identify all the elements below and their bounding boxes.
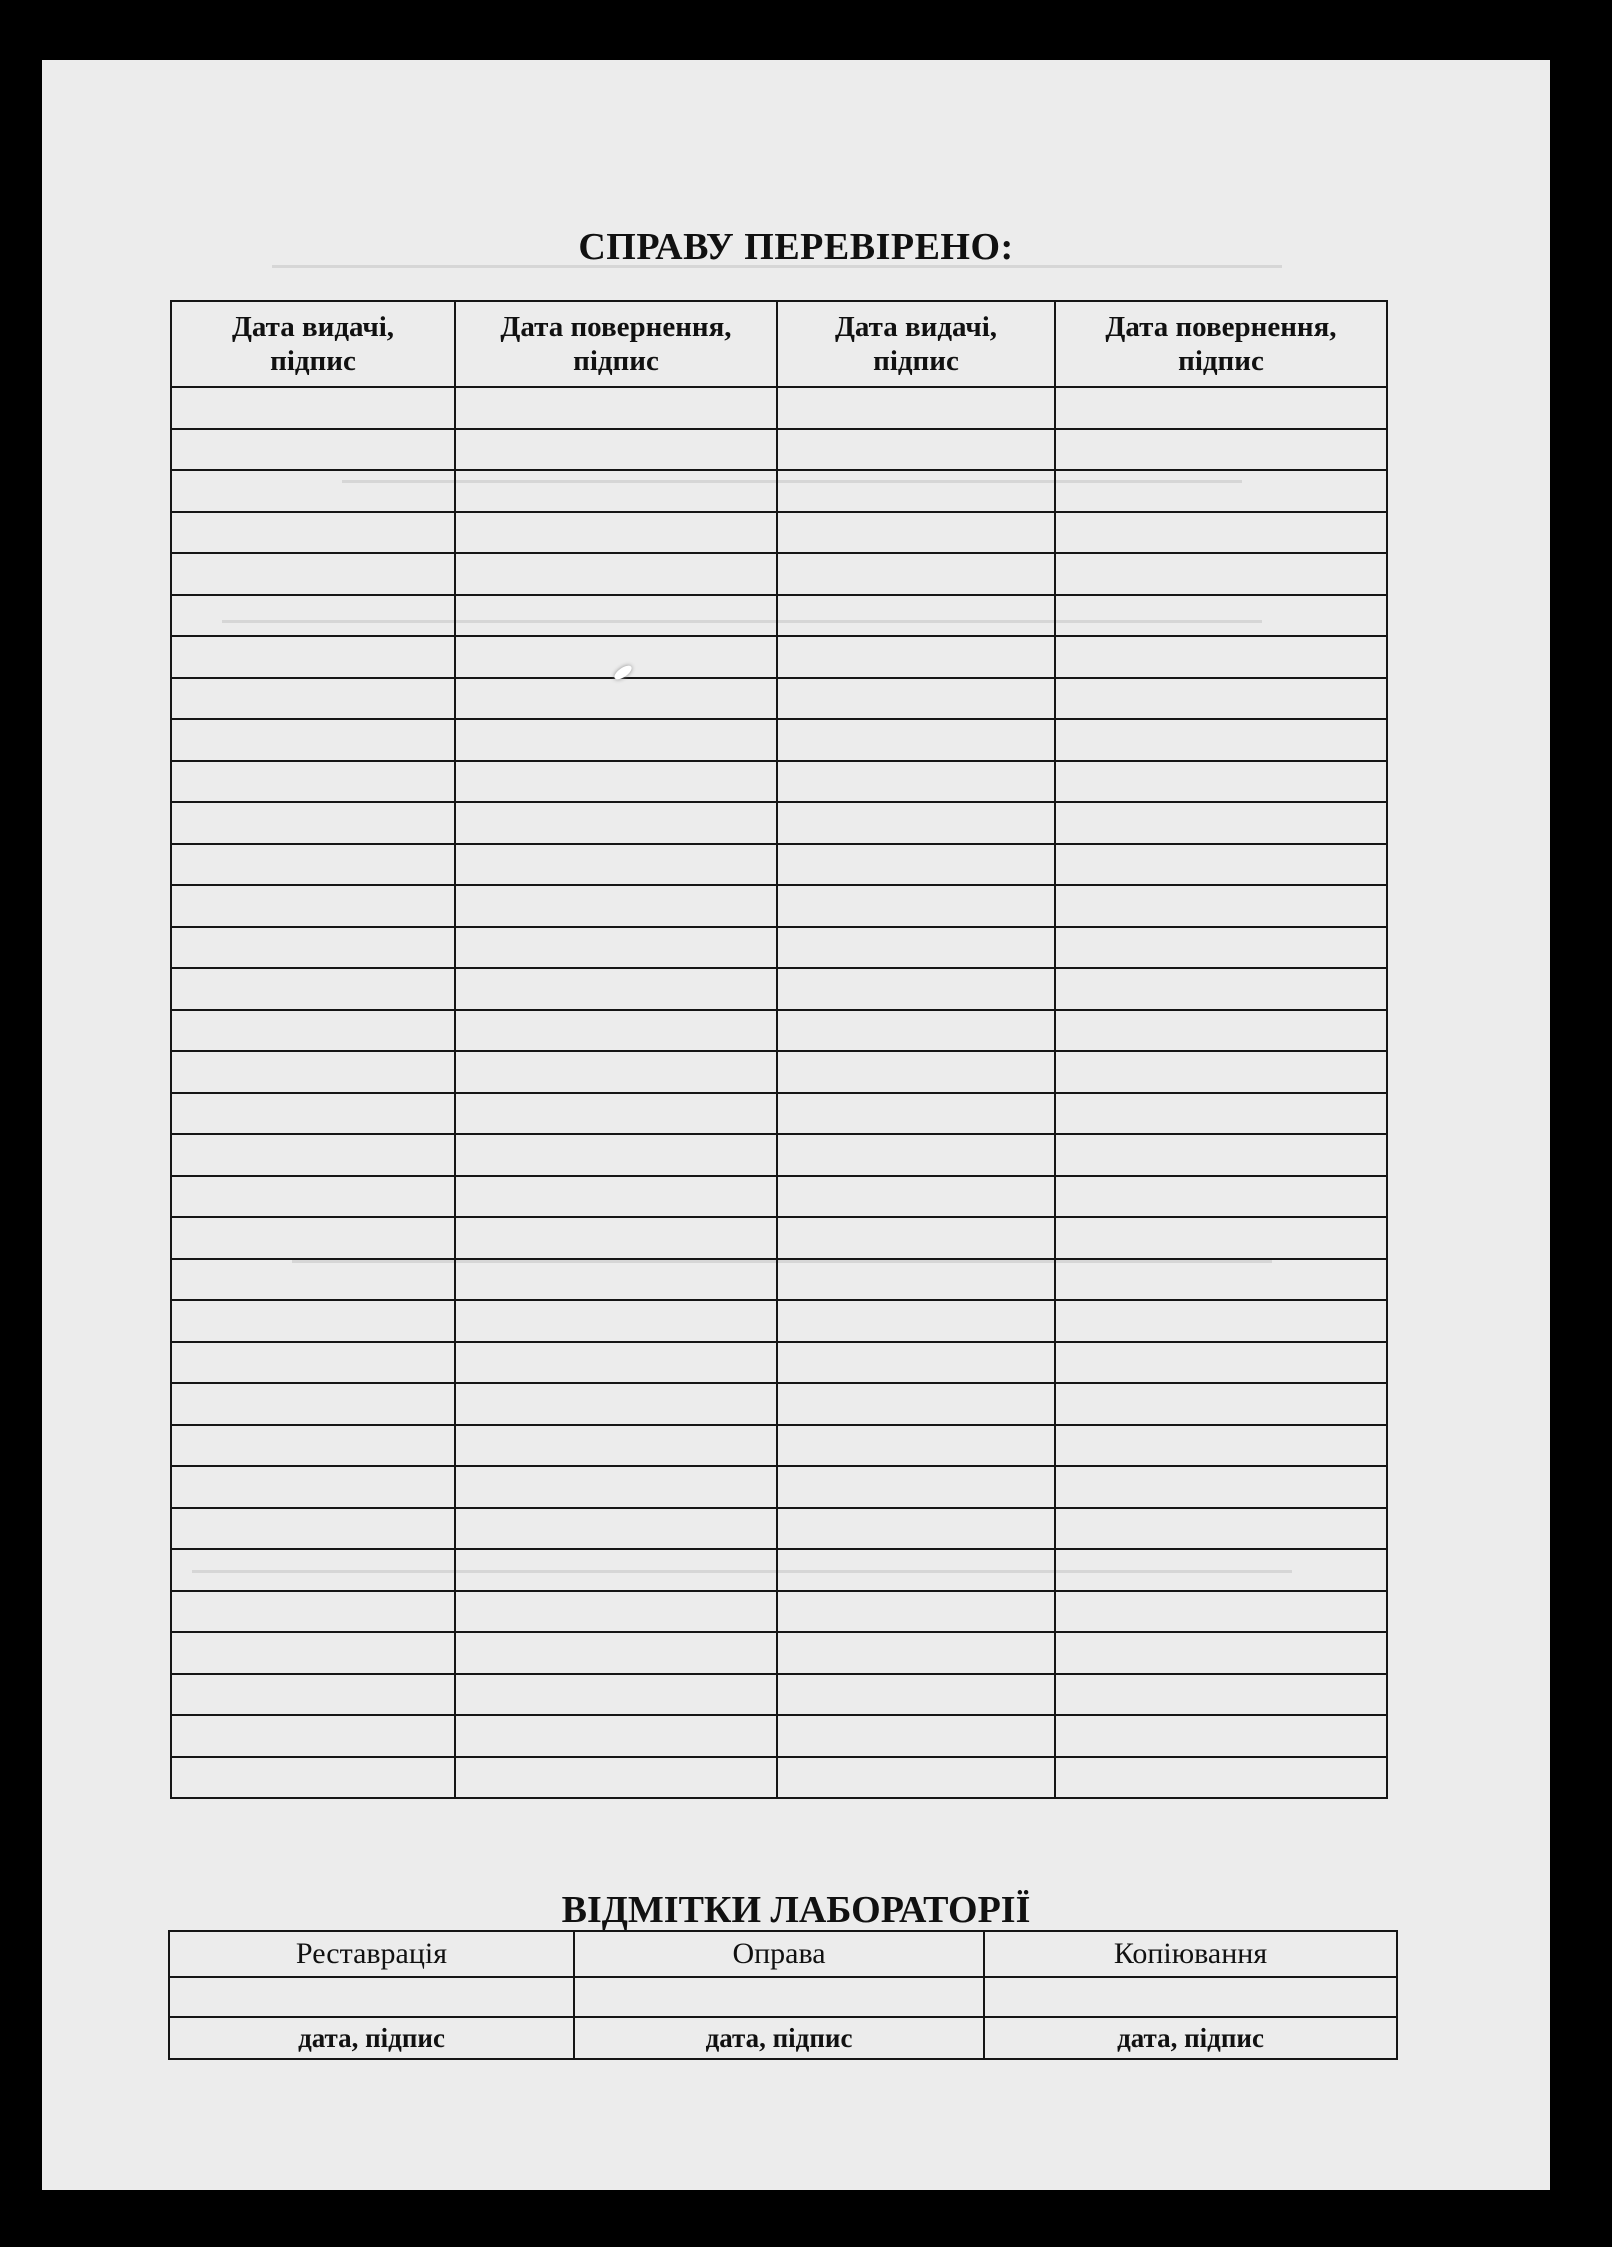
table-row [171, 844, 1387, 886]
table-cell [1055, 1674, 1387, 1716]
table-cell [455, 387, 777, 429]
table-cell [1055, 1715, 1387, 1757]
table-cell [455, 1383, 777, 1425]
table-cell [455, 968, 777, 1010]
table-cell [1055, 885, 1387, 927]
table-cell [777, 1342, 1055, 1384]
lab-column-copying: Копіювання [984, 1931, 1397, 1977]
table-row [171, 1383, 1387, 1425]
table-cell [1055, 927, 1387, 969]
table-cell [1055, 1632, 1387, 1674]
table-row [171, 1093, 1387, 1135]
table-cell [171, 844, 455, 886]
lab-sign-label: дата, підпис [574, 2017, 984, 2059]
table-cell [777, 1383, 1055, 1425]
table-cell [455, 927, 777, 969]
table-cell [1055, 844, 1387, 886]
lab-entry-cell [169, 1977, 574, 2017]
table-cell [455, 553, 777, 595]
table-row [171, 1632, 1387, 1674]
table-cell [777, 1425, 1055, 1467]
table-row [171, 885, 1387, 927]
table-row [171, 1217, 1387, 1259]
table-cell [1055, 1010, 1387, 1052]
table-cell [1055, 1134, 1387, 1176]
table-cell [1055, 553, 1387, 595]
table-cell [455, 1549, 777, 1591]
column-header-line: підпис [573, 345, 659, 377]
table-cell [171, 1383, 455, 1425]
table-cell [1055, 387, 1387, 429]
table-cell [455, 1591, 777, 1633]
table-cell [777, 1591, 1055, 1633]
table-cell [777, 1508, 1055, 1550]
lab-entry-cell [574, 1977, 984, 2017]
lab-marks-table [168, 1930, 1398, 2060]
table-row [171, 512, 1387, 554]
table-cell [455, 761, 777, 803]
table-cell [171, 387, 455, 429]
table-cell [455, 1757, 777, 1799]
table-cell [171, 595, 455, 637]
table-cell [1055, 512, 1387, 554]
lab-section-title: ВІДМІТКИ ЛАБОРАТОРІЇ [561, 1889, 1031, 1931]
table-row [171, 968, 1387, 1010]
table-cell [171, 885, 455, 927]
table-row [171, 429, 1387, 471]
table-row [171, 1466, 1387, 1508]
lab-entry-cell [984, 1977, 1397, 2017]
column-header-line: Дата повернення, [500, 311, 732, 343]
table-cell [455, 1674, 777, 1716]
table-row [171, 1134, 1387, 1176]
table-cell [171, 512, 455, 554]
table-cell [171, 968, 455, 1010]
table-cell [171, 1342, 455, 1384]
column-header-line: Дата видачі, [231, 311, 395, 343]
table-cell [455, 1466, 777, 1508]
table-cell [777, 844, 1055, 886]
column-header-return-date-2 [1055, 301, 1387, 387]
table-cell [1055, 802, 1387, 844]
column-header-line: Дата повернення, [1105, 311, 1337, 343]
table-cell [455, 1632, 777, 1674]
table-cell [171, 1425, 455, 1467]
table-row [171, 1259, 1387, 1301]
table-cell [455, 1134, 777, 1176]
table-cell [455, 1508, 777, 1550]
table-cell [171, 1217, 455, 1259]
column-header-line: підпис [873, 345, 959, 377]
table-cell [1055, 636, 1387, 678]
table-cell [777, 553, 1055, 595]
table-cell [455, 1176, 777, 1218]
table-cell [777, 1217, 1055, 1259]
table-cell [171, 1259, 455, 1301]
table-row [171, 802, 1387, 844]
column-header-issue-date-2 [777, 301, 1055, 387]
table-cell [1055, 1093, 1387, 1135]
column-header-issue-date-1 [171, 301, 455, 387]
table-cell [777, 1300, 1055, 1342]
table-cell [171, 802, 455, 844]
table-cell [171, 761, 455, 803]
table-cell [1055, 1425, 1387, 1467]
table-cell [1055, 470, 1387, 512]
table-row [171, 678, 1387, 720]
table-cell [1055, 968, 1387, 1010]
column-header-line: Дата видачі, [834, 311, 998, 343]
table-cell [171, 1632, 455, 1674]
table-cell [1055, 1176, 1387, 1218]
table-row [171, 470, 1387, 512]
table-cell [1055, 1217, 1387, 1259]
table-cell [171, 1674, 455, 1716]
table-cell [455, 1217, 777, 1259]
table-row [171, 1591, 1387, 1633]
table-cell [171, 1300, 455, 1342]
table-cell [777, 470, 1055, 512]
table-row [171, 1508, 1387, 1550]
table-cell [455, 1093, 777, 1135]
checks-table [170, 300, 1388, 1799]
table-cell [1055, 1466, 1387, 1508]
table-cell [455, 1010, 777, 1052]
table-cell [777, 927, 1055, 969]
table-cell [455, 678, 777, 720]
table-cell [777, 1093, 1055, 1135]
table-row [171, 636, 1387, 678]
table-cell [455, 719, 777, 761]
table-cell [777, 1549, 1055, 1591]
table-cell [1055, 1051, 1387, 1093]
table-cell [1055, 719, 1387, 761]
table-row [171, 1674, 1387, 1716]
table-cell [171, 1010, 455, 1052]
table-cell [171, 429, 455, 471]
table-row [171, 1715, 1387, 1757]
table-cell [171, 470, 455, 512]
table-cell [171, 927, 455, 969]
table-row [171, 1010, 1387, 1052]
lab-column-restoration: Реставрація [169, 1931, 574, 1977]
table-cell [1055, 761, 1387, 803]
table-cell [777, 1757, 1055, 1799]
table-cell [777, 761, 1055, 803]
table-cell [777, 1259, 1055, 1301]
table-cell [777, 678, 1055, 720]
table-cell [1055, 1757, 1387, 1799]
page-title: СПРАВУ ПЕРЕВІРЕНО: [578, 226, 1014, 268]
table-row [171, 553, 1387, 595]
table-cell [1055, 1508, 1387, 1550]
lab-table-entry-row [169, 1977, 1397, 2017]
column-header-line: підпис [270, 345, 356, 377]
table-row [171, 1342, 1387, 1384]
lab-table-header [169, 1931, 1397, 1977]
table-cell [455, 470, 777, 512]
table-row [171, 595, 1387, 637]
table-cell [1055, 1591, 1387, 1633]
lab-table-sign-row [169, 2017, 1397, 2059]
table-row [171, 1300, 1387, 1342]
column-header-line: підпис [1178, 345, 1264, 377]
table-cell [171, 1051, 455, 1093]
table-cell [171, 1093, 455, 1135]
table-cell [777, 802, 1055, 844]
document-page [42, 60, 1550, 2190]
table-row [171, 1549, 1387, 1591]
lab-sign-label: дата, підпис [984, 2017, 1397, 2059]
table-cell [1055, 678, 1387, 720]
table-cell [171, 1466, 455, 1508]
table-cell [455, 885, 777, 927]
table-cell [455, 429, 777, 471]
table-cell [1055, 1383, 1387, 1425]
table-cell [171, 1508, 455, 1550]
table-cell [777, 595, 1055, 637]
table-row [171, 1757, 1387, 1799]
table-cell [1055, 595, 1387, 637]
table-cell [455, 802, 777, 844]
table-cell [455, 1342, 777, 1384]
table-cell [171, 719, 455, 761]
table-cell [777, 1051, 1055, 1093]
table-cell [455, 595, 777, 637]
table-cell [171, 1549, 455, 1591]
table-row [171, 927, 1387, 969]
table-row [171, 761, 1387, 803]
table-cell [455, 1259, 777, 1301]
table-cell [455, 844, 777, 886]
table-cell [171, 678, 455, 720]
table-cell [171, 1591, 455, 1633]
table-cell [171, 1176, 455, 1218]
table-cell [171, 553, 455, 595]
table-row [171, 387, 1387, 429]
checks-table-body [171, 387, 1387, 1798]
table-cell [777, 885, 1055, 927]
table-cell [171, 636, 455, 678]
column-header-return-date-1 [455, 301, 777, 387]
table-cell [455, 1425, 777, 1467]
table-cell [171, 1134, 455, 1176]
table-cell [171, 1757, 455, 1799]
table-cell [1055, 1549, 1387, 1591]
table-cell [777, 968, 1055, 1010]
table-cell [777, 636, 1055, 678]
table-cell [777, 1010, 1055, 1052]
table-cell [171, 1715, 455, 1757]
checks-table-header [171, 301, 1387, 387]
table-cell [777, 1176, 1055, 1218]
table-cell [777, 1134, 1055, 1176]
table-row [171, 1176, 1387, 1218]
lab-column-binding: Оправа [574, 1931, 984, 1977]
table-row [171, 719, 1387, 761]
table-cell [1055, 1300, 1387, 1342]
table-cell [455, 512, 777, 554]
lab-sign-label: дата, підпис [169, 2017, 574, 2059]
table-cell [1055, 1342, 1387, 1384]
table-cell [777, 1674, 1055, 1716]
table-cell [455, 1051, 777, 1093]
table-cell [1055, 1259, 1387, 1301]
table-cell [455, 1300, 777, 1342]
table-cell [777, 512, 1055, 554]
table-row [171, 1051, 1387, 1093]
table-cell [777, 719, 1055, 761]
table-cell [1055, 429, 1387, 471]
table-cell [777, 1715, 1055, 1757]
table-row [171, 1425, 1387, 1467]
table-cell [777, 387, 1055, 429]
table-cell [777, 429, 1055, 471]
table-cell [777, 1466, 1055, 1508]
table-cell [777, 1632, 1055, 1674]
table-cell [455, 1715, 777, 1757]
